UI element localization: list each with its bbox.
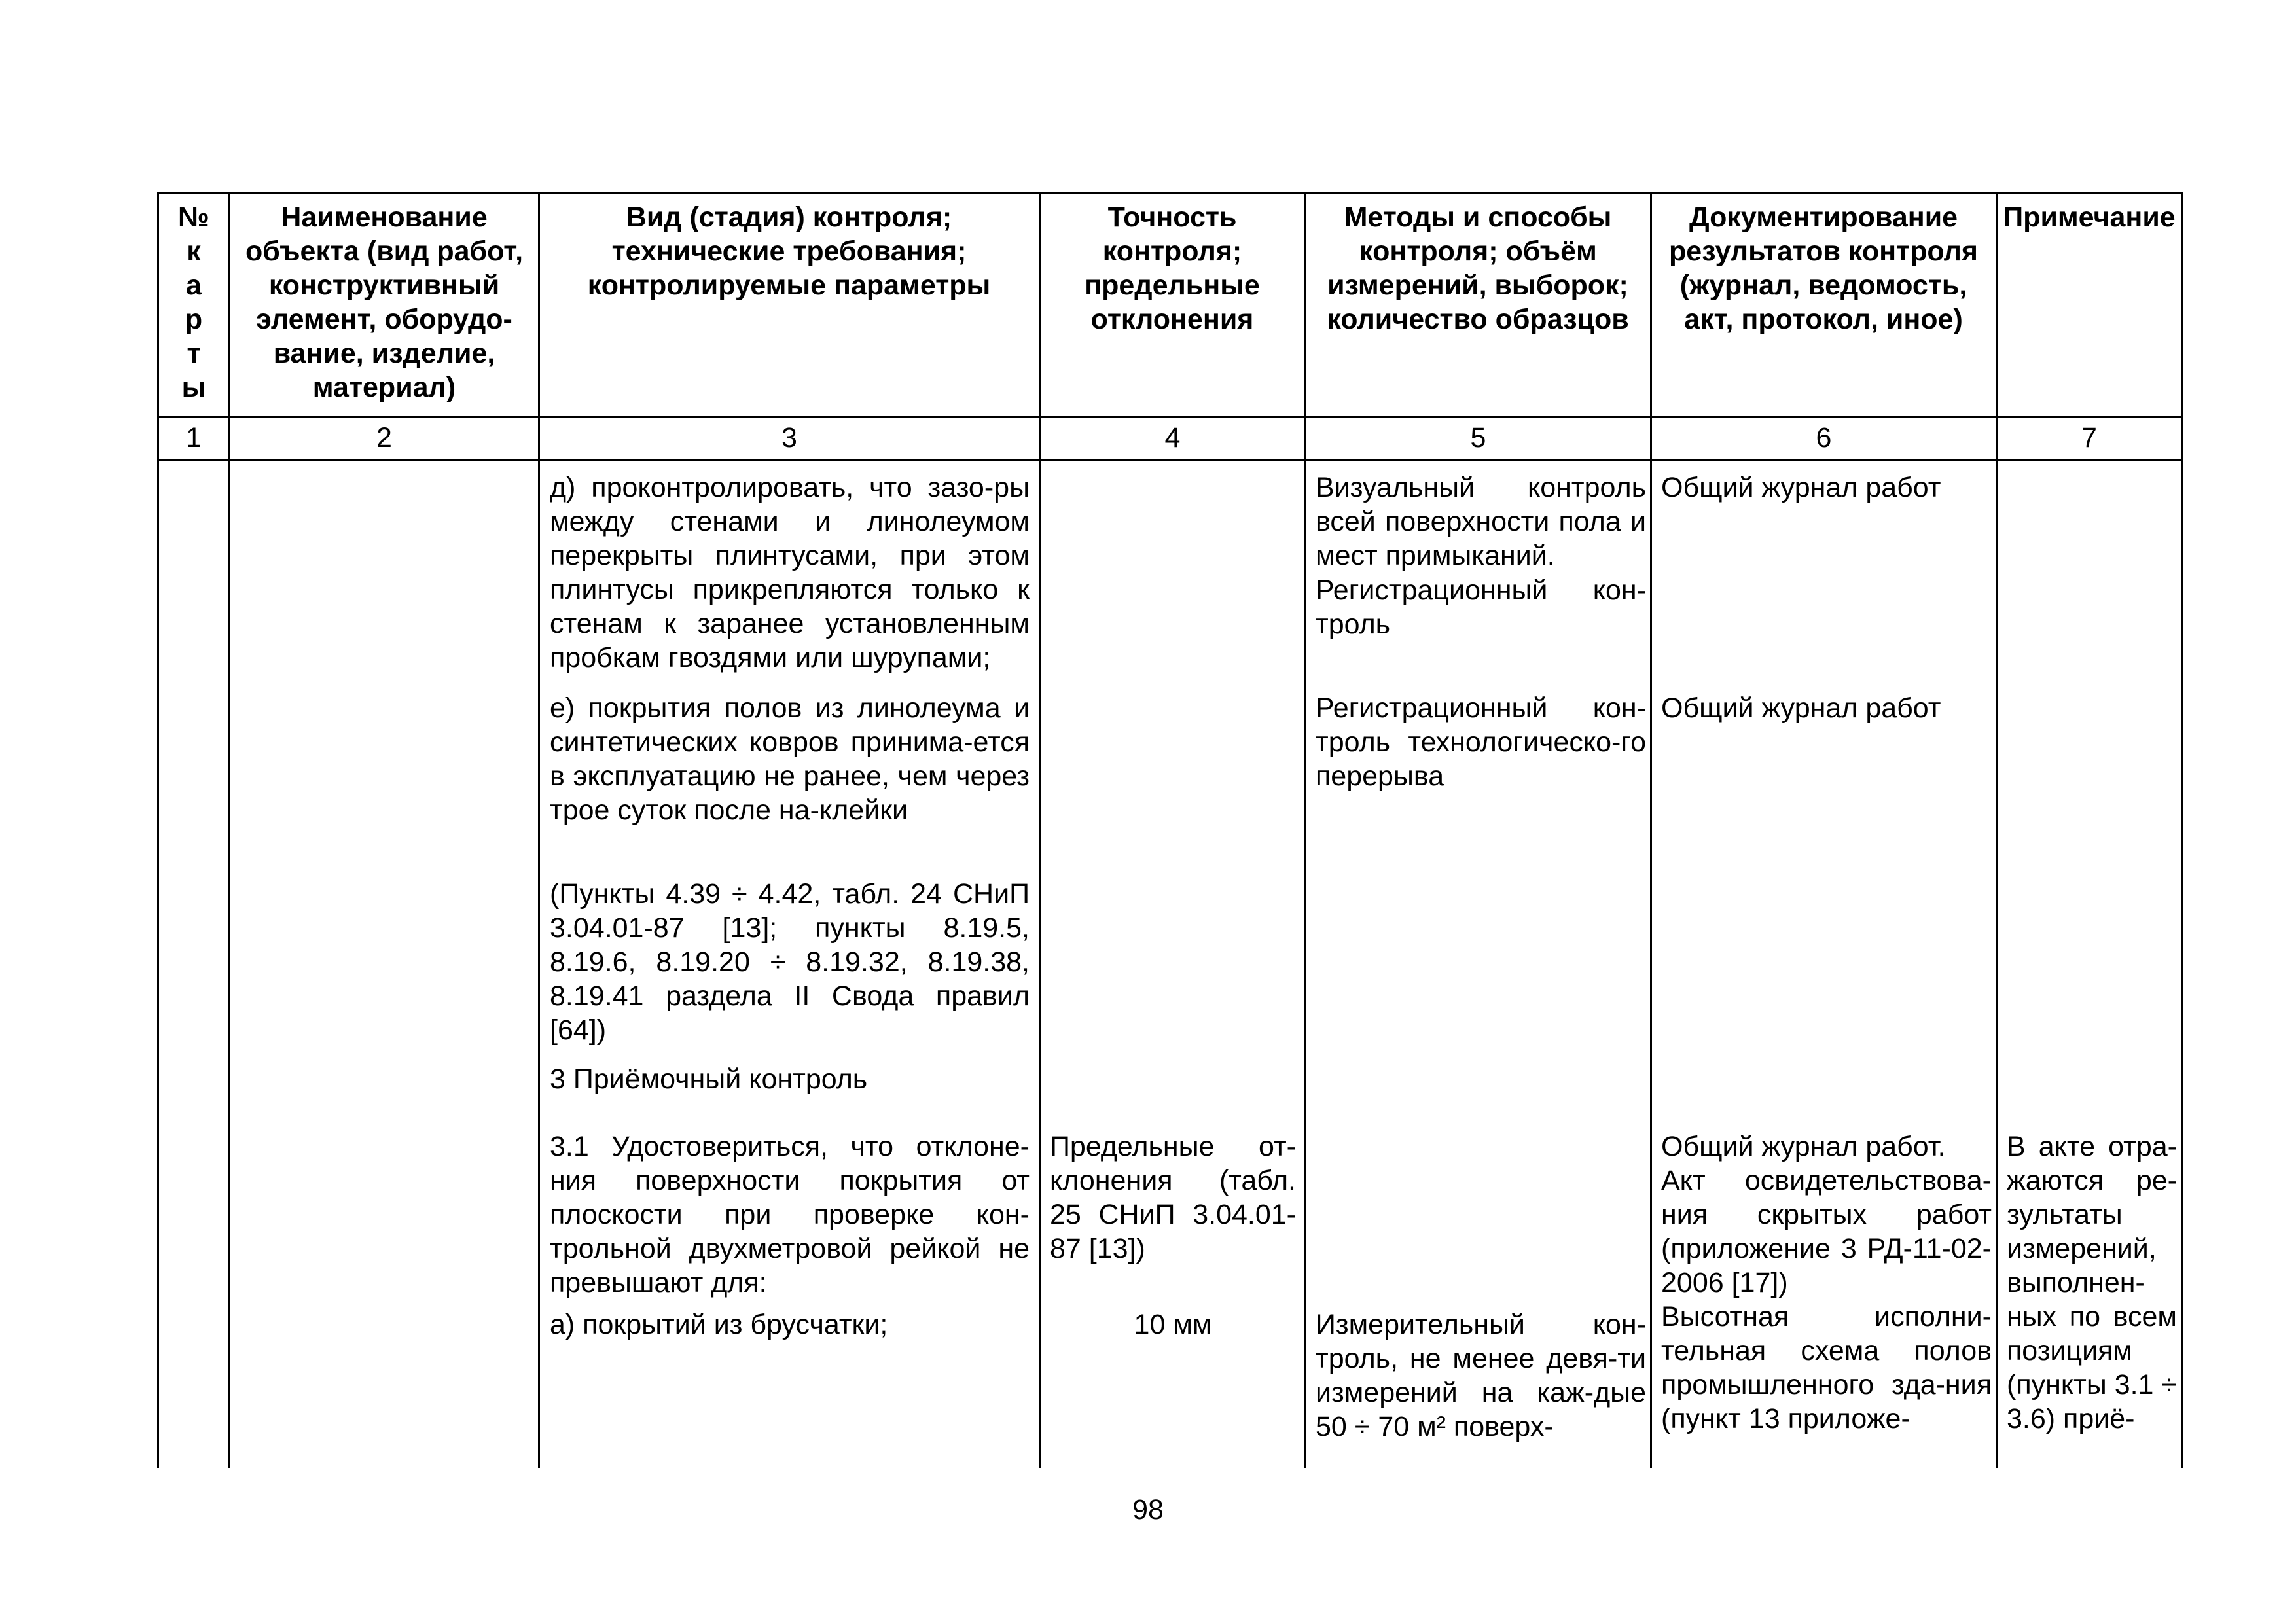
column-number-1: 1 <box>186 422 202 454</box>
column-number-2: 2 <box>376 422 392 454</box>
column-number-6: 6 <box>1816 422 1832 454</box>
requirement-d: д) проконтролировать, что зазо-ры между стенами и линолеумом перекрыты плинтусами, при этом плинтусы прикрепляются только к стенам к заранее установленным пробкам гвоздями или шурупами; <box>550 472 1030 673</box>
header-accuracy: Точность контроля; предельные отклонения <box>1085 202 1260 335</box>
header-control-type: Вид (стадия) контроля; технические требования; контролируемые параметры <box>587 202 991 301</box>
doc-journal-2: Общий журнал работ <box>1661 692 1941 724</box>
column-divider-5 <box>1650 192 1652 1468</box>
header-object-name: Наименование объекта (вид работ, конструктивный элемент, оборудо-вание, изделие, материал) <box>245 202 524 403</box>
accuracy-deviations: Предельные от-клонения (табл. 25 СНиП 3.04.01-87 [13]) <box>1050 1131 1296 1264</box>
header-card-number-line: № <box>178 202 209 233</box>
column-divider-6 <box>1996 192 1998 1468</box>
method-registration-break: Регистрационный кон-троль технологическо-го перерыва <box>1316 692 1646 792</box>
method-registration: Регистрационный кон-троль <box>1316 575 1646 640</box>
header-card-number-line: а <box>186 270 202 301</box>
column-number-divider <box>157 459 2183 461</box>
column-divider-2 <box>538 192 540 1468</box>
header-documentation: Документирование результатов контроля (журнал, ведомость, акт, протокол, иное) <box>1668 202 1979 335</box>
header-card-number <box>159 200 228 404</box>
column-number-7: 7 <box>2081 422 2097 454</box>
header-card-number-line: т <box>187 338 201 369</box>
column-number-3: 3 <box>781 422 797 454</box>
column-divider-1 <box>228 192 230 1468</box>
doc-journal-3: Общий журнал работ. <box>1661 1131 1946 1162</box>
column-number-4: 4 <box>1164 422 1181 454</box>
method-measurement: Измерительный кон-троль, не менее девя-ти измерений на каж-дые 50 ÷ 70 м² поверх- <box>1316 1309 1646 1442</box>
section-acceptance-control: 3 Приёмочный контроль <box>550 1063 868 1095</box>
note-act-measurements: В акте отра-жаются ре-зультаты измерений, выполнен-ных по всем позициям (пункты 3.1 ÷ 3.6) приё- <box>2007 1131 2178 1435</box>
header-card-number-line: р <box>185 304 203 335</box>
requirement-3-1: 3.1 Удостовериться, что отклоне-ния поверхности покрытия от плоскости при проверке кон-трольной двухметровой рейкой не превышают для: <box>550 1131 1030 1298</box>
requirement-a-paving: а) покрытий из брусчатки; <box>550 1309 888 1340</box>
control-table <box>157 192 2183 1468</box>
accuracy-10mm: 10 мм <box>1134 1309 1212 1340</box>
header-note: Примечание <box>2003 202 2176 233</box>
page-number: 98 <box>1132 1494 1164 1525</box>
column-divider-4 <box>1304 192 1306 1468</box>
doc-journal-1: Общий журнал работ <box>1661 472 1941 503</box>
header-divider <box>157 416 2183 418</box>
header-card-number-line: ы <box>181 372 206 403</box>
requirement-e: е) покрытия полов из линолеума и синтетических ковров принима-ется в эксплуатацию не ранее, чем через трое суток после на-клейки <box>550 692 1030 826</box>
header-card-number-line: к <box>187 236 201 267</box>
requirement-references: (Пункты 4.39 ÷ 4.42, табл. 24 СНиП 3.04.01-87 [13]; пункты 8.19.5, 8.19.6, 8.19.20 ÷ 8.19.32, 8.19.38, 8.19.41 раздела II Свода правил [64]) <box>550 878 1030 1046</box>
doc-height-scheme: Высотная исполни-тельная схема полов промышленного зда-ния (пункт 13 приложе- <box>1661 1301 1992 1435</box>
header-methods: Методы и способы контроля; объём измерений, выборок; количество образцов <box>1327 202 1629 335</box>
column-divider-3 <box>1039 192 1041 1468</box>
table-border-top <box>157 192 2183 194</box>
doc-hidden-works-act: Акт освидетельствова-ния скрытых работ (приложение 3 РД-11-02-2006 [17]) <box>1661 1165 1992 1298</box>
column-number-5: 5 <box>1470 422 1486 454</box>
table-border-right <box>2181 192 2183 1468</box>
method-visual: Визуальный контроль всей поверхности пола и мест примыканий. <box>1316 472 1646 571</box>
